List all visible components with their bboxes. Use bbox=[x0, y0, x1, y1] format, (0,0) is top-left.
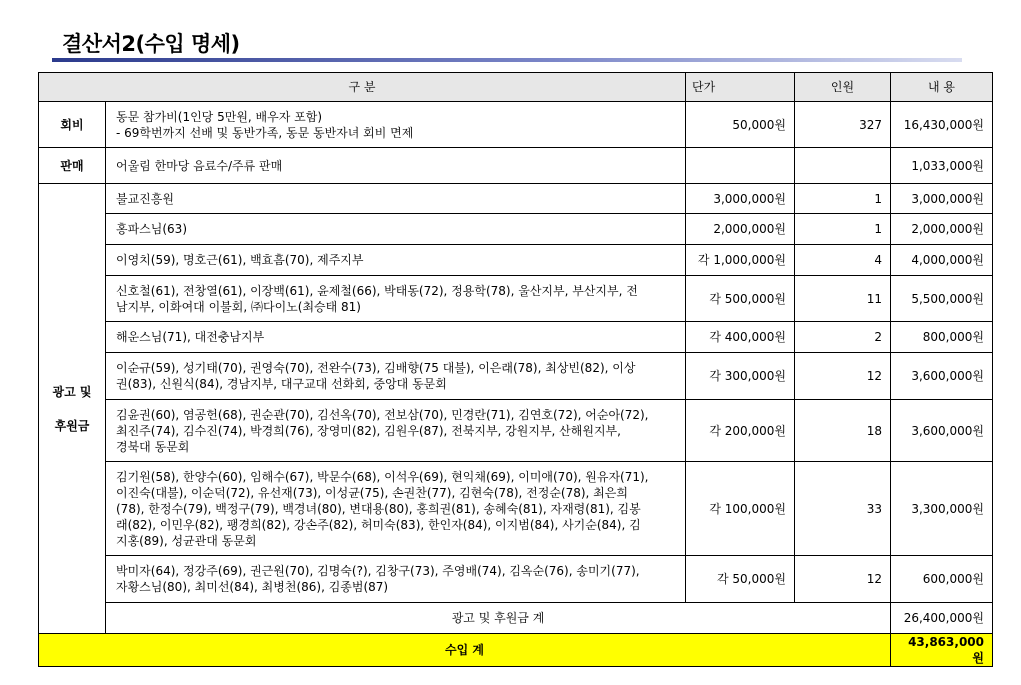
row-price: 각 500,000원 bbox=[686, 276, 795, 322]
row-price bbox=[686, 148, 795, 184]
header-price: 단가 bbox=[686, 73, 795, 102]
description-line: 박미자(64), 정강주(69), 권근원(70), 김명숙(?), 김창구(73), 주영배(74), 김옥순(76), 송미기(77), bbox=[116, 564, 640, 578]
row-price: 50,000원 bbox=[686, 102, 795, 148]
row-description bbox=[106, 556, 686, 603]
row-count: 18 bbox=[795, 400, 891, 462]
row-count: 12 bbox=[795, 556, 891, 603]
row-price: 2,000,000원 bbox=[686, 214, 795, 245]
description-line: (78), 한정수(79), 백정구(79), 백경녀(80), 변대용(80), 홍희권(81), 송혜숙(81), 자재령(81), 김봉 bbox=[116, 501, 641, 516]
row-price: 각 200,000원 bbox=[686, 400, 795, 462]
row-count bbox=[795, 148, 891, 184]
subtotal-row bbox=[39, 603, 993, 634]
table-row bbox=[39, 184, 993, 214]
category-ads-line1: 광고 및 bbox=[52, 384, 92, 399]
row-description bbox=[106, 184, 686, 214]
row-amount: 600,000원 bbox=[891, 556, 993, 603]
row-description bbox=[106, 462, 686, 556]
row-amount: 5,500,000원 bbox=[891, 276, 993, 322]
table-row bbox=[39, 276, 993, 322]
description-line: 동문 참가비(1인당 5만원, 배우자 포함) bbox=[116, 109, 322, 124]
description-line: 어울림 한마당 음료수/주류 판매 bbox=[116, 158, 283, 173]
row-amount: 3,600,000원 bbox=[891, 353, 993, 400]
title-underline-bar bbox=[52, 58, 962, 62]
row-price: 각 1,000,000원 bbox=[686, 245, 795, 276]
row-description bbox=[106, 322, 686, 353]
description-line: 불교진흥원 bbox=[116, 191, 174, 206]
row-amount: 3,300,000원 bbox=[891, 462, 993, 556]
row-price: 각 300,000원 bbox=[686, 353, 795, 400]
header-count: 인원 bbox=[795, 73, 891, 102]
description-line: 김기원(58), 한양수(60), 임해수(67), 박문수(68), 이석우(69), 현익채(69), 이미애(70), 원유자(71), bbox=[116, 469, 649, 484]
page-title: 결산서2(수입 명세) bbox=[62, 32, 240, 56]
subtotal-amount: 26,400,000원 bbox=[891, 603, 993, 634]
row-description bbox=[106, 400, 686, 462]
total-row bbox=[39, 634, 993, 667]
row-price: 3,000,000원 bbox=[686, 184, 795, 214]
row-description bbox=[106, 214, 686, 245]
row-description bbox=[106, 148, 686, 184]
row-count: 1 bbox=[795, 184, 891, 214]
subtotal-label: 광고 및 후원금 계 bbox=[106, 603, 891, 634]
row-amount: 800,000원 bbox=[891, 322, 993, 353]
description-line: 자황스님(80), 최미선(84), 최병천(86), 김종범(87) bbox=[116, 580, 389, 594]
table-row bbox=[39, 462, 993, 556]
row-count: 11 bbox=[795, 276, 891, 322]
table-row bbox=[39, 353, 993, 400]
description-line: 남지부, 이화여대 이불회, ㈜다이노(최승태 81) bbox=[116, 299, 361, 314]
description-line: 최진주(74), 김수진(74), 박경희(76), 장영미(82), 김원우(87), 전북지부, 강원지부, 산해원지부, bbox=[116, 423, 621, 438]
description-line: 해운스님(71), 대전충남지부 bbox=[116, 330, 265, 344]
total-label: 수입 계 bbox=[39, 634, 891, 667]
row-count: 1 bbox=[795, 214, 891, 245]
table-row bbox=[39, 102, 993, 148]
table-header-row bbox=[39, 73, 993, 102]
row-amount: 2,000,000원 bbox=[891, 214, 993, 245]
description-line: 이진숙(대불), 이순덕(72), 유선재(73), 이성균(75), 손권찬(77), 김현숙(78), 전정순(78), 최은희 bbox=[116, 485, 628, 500]
row-amount: 16,430,000원 bbox=[891, 102, 993, 148]
description-line: 김윤권(60), 염공헌(68), 권순관(70), 김선옥(70), 전보삼(70), 민경란(71), 김연호(72), 어순아(72), bbox=[116, 407, 649, 422]
category-sales: 판매 bbox=[39, 148, 106, 184]
row-amount: 3,600,000원 bbox=[891, 400, 993, 462]
category-ads-line2: 후원금 bbox=[54, 418, 90, 433]
income-table bbox=[38, 72, 993, 667]
table-row bbox=[39, 245, 993, 276]
description-line: 지홍(89), 성균관대 동문회 bbox=[116, 533, 257, 548]
category-ads-sponsorship bbox=[39, 184, 106, 634]
description-line: 홍파스님(63) bbox=[116, 222, 188, 236]
row-description bbox=[106, 102, 686, 148]
description-line: 이순규(59), 성기태(70), 권영숙(70), 전완수(73), 김배향(75 대불), 이은래(78), 최상빈(82), 이상 bbox=[116, 361, 636, 375]
row-price: 각 100,000원 bbox=[686, 462, 795, 556]
row-description bbox=[106, 245, 686, 276]
description-line: 래(82), 이민우(82), 팽경희(82), 강손주(82), 허미숙(83), 한인자(84), 이지범(84), 사기순(84), 김 bbox=[116, 517, 641, 532]
header-gubun: 구 분 bbox=[39, 73, 686, 102]
header-amount: 내 용 bbox=[891, 73, 993, 102]
row-description bbox=[106, 353, 686, 400]
row-count: 33 bbox=[795, 462, 891, 556]
table-row bbox=[39, 214, 993, 245]
table-row bbox=[39, 400, 993, 462]
table-row bbox=[39, 322, 993, 353]
row-count: 2 bbox=[795, 322, 891, 353]
category-dues: 회비 bbox=[39, 102, 106, 148]
row-amount: 1,033,000원 bbox=[891, 148, 993, 184]
table-row bbox=[39, 556, 993, 603]
row-price: 각 50,000원 bbox=[686, 556, 795, 603]
row-count: 4 bbox=[795, 245, 891, 276]
row-description bbox=[106, 276, 686, 322]
description-line: 경북대 동문회 bbox=[116, 439, 190, 454]
row-count: 327 bbox=[795, 102, 891, 148]
description-line: 신호철(61), 전창열(61), 이장백(61), 윤제철(66), 박태동(72), 정용학(78), 울산지부, 부산지부, 전 bbox=[116, 283, 638, 298]
total-amount: 43,863,000원 bbox=[891, 634, 993, 667]
description-line: 이영치(59), 명호근(61), 백효흠(70), 제주지부 bbox=[116, 253, 364, 267]
description-line: 권(83), 신원식(84), 경남지부, 대구교대 선화회, 중앙대 동문회 bbox=[116, 377, 447, 391]
row-amount: 4,000,000원 bbox=[891, 245, 993, 276]
description-line: - 69학번까지 선배 및 동반가족, 동문 동반자녀 회비 면제 bbox=[116, 125, 414, 140]
table-row bbox=[39, 148, 993, 184]
row-amount: 3,000,000원 bbox=[891, 184, 993, 214]
row-price: 각 400,000원 bbox=[686, 322, 795, 353]
row-count: 12 bbox=[795, 353, 891, 400]
